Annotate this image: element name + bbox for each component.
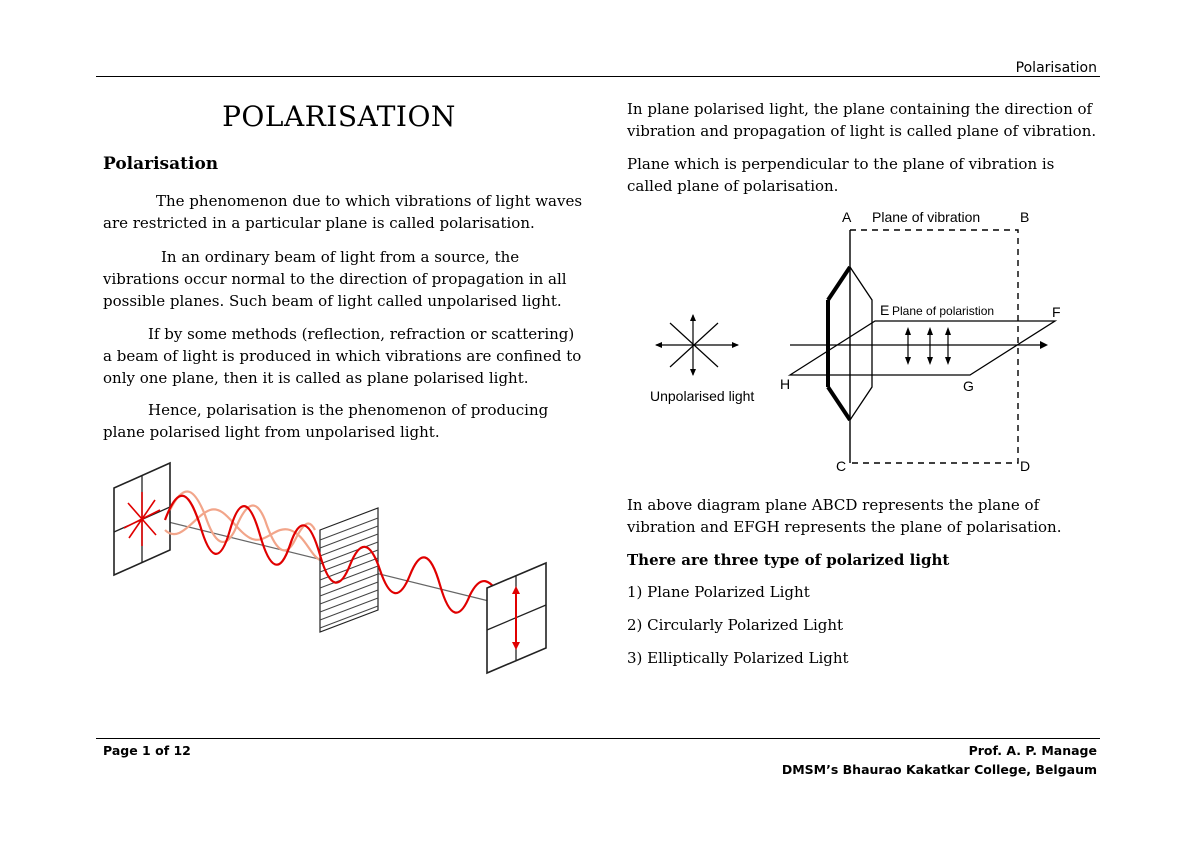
list-item: 1) Plane Polarized Light [627,583,810,601]
list-item: 3) Elliptically Polarized Light [627,649,849,667]
svg-text:D: D [1020,458,1031,474]
plane-of-vibration-label: Plane of vibration [872,209,981,225]
plane-diagram [640,205,1080,480]
page-number: Page 1 of 12 [103,743,191,758]
unpolarised-star [656,315,738,375]
svg-text:E: E [880,302,890,318]
svg-text:F: F [1052,304,1061,320]
running-header: Polarisation [1015,60,1097,76]
unpolarised-wave-faint-2 [165,509,320,560]
svg-text:G: G [963,378,974,394]
svg-text:H: H [780,376,791,392]
footer-author: Prof. A. P. Manage [968,743,1097,758]
svg-text:C: C [836,458,847,474]
paragraph-diagram-explanation: In above diagram plane ABCD represents the plane of vibration and EFGH represents the plane of polarisation. [627,496,1062,536]
unpolarised-wave-faint [170,491,315,550]
plane-abcd [850,230,1018,463]
paragraph-plane-of-polarisation: Plane which is perpendicular to the plane of vibration is called plane of polarisation. [627,155,1055,195]
unpolarised-panel [114,463,170,575]
paragraph-unpolarised: In an ordinary beam of light from a source, the vibrations occur normal to the direction of propagation in all possible planes. Such beam of light called unpolarised light. [103,248,567,310]
paragraph-definition: The phenomenon due to which vibrations of light waves are restricted in a particular plane is called polarisation. [103,192,583,232]
footer-college: DMSM’s Bhaurao Kakatkar College, Belgaum [781,762,1097,777]
list-item: 2) Circularly Polarized Light [627,616,844,634]
section-heading: Polarisation [103,154,219,174]
polarised-panel [487,563,546,673]
types-heading: There are three type of polarized light [627,551,950,569]
footer-rule [96,738,1100,739]
vibration-arrows [908,331,948,361]
plane-of-polarisation-label: Plane of polaristion [892,304,995,318]
svg-text:B: B [1020,209,1030,225]
header-rule [96,76,1100,77]
paragraph-plane-of-vibration: In plane polarised light, the plane containing the direction of vibration and propagation of light is called plane of vibration. [627,100,1097,140]
svg-text:A: A [842,209,852,225]
polarisation-wave-illustration [110,460,555,680]
paragraph-summary: Hence, polarisation is the phenomenon of producing plane polarised light from unpolarised light. [103,401,549,441]
unpolarised-label: Unpolarised light [650,388,755,404]
page-title: POLARISATION [222,100,456,133]
paragraph-plane-polarised: If by some methods (reflection, refraction or scattering) a beam of light is produced in which vibrations are confined to only one plane, then it is called as plane polarised light. [103,325,582,387]
